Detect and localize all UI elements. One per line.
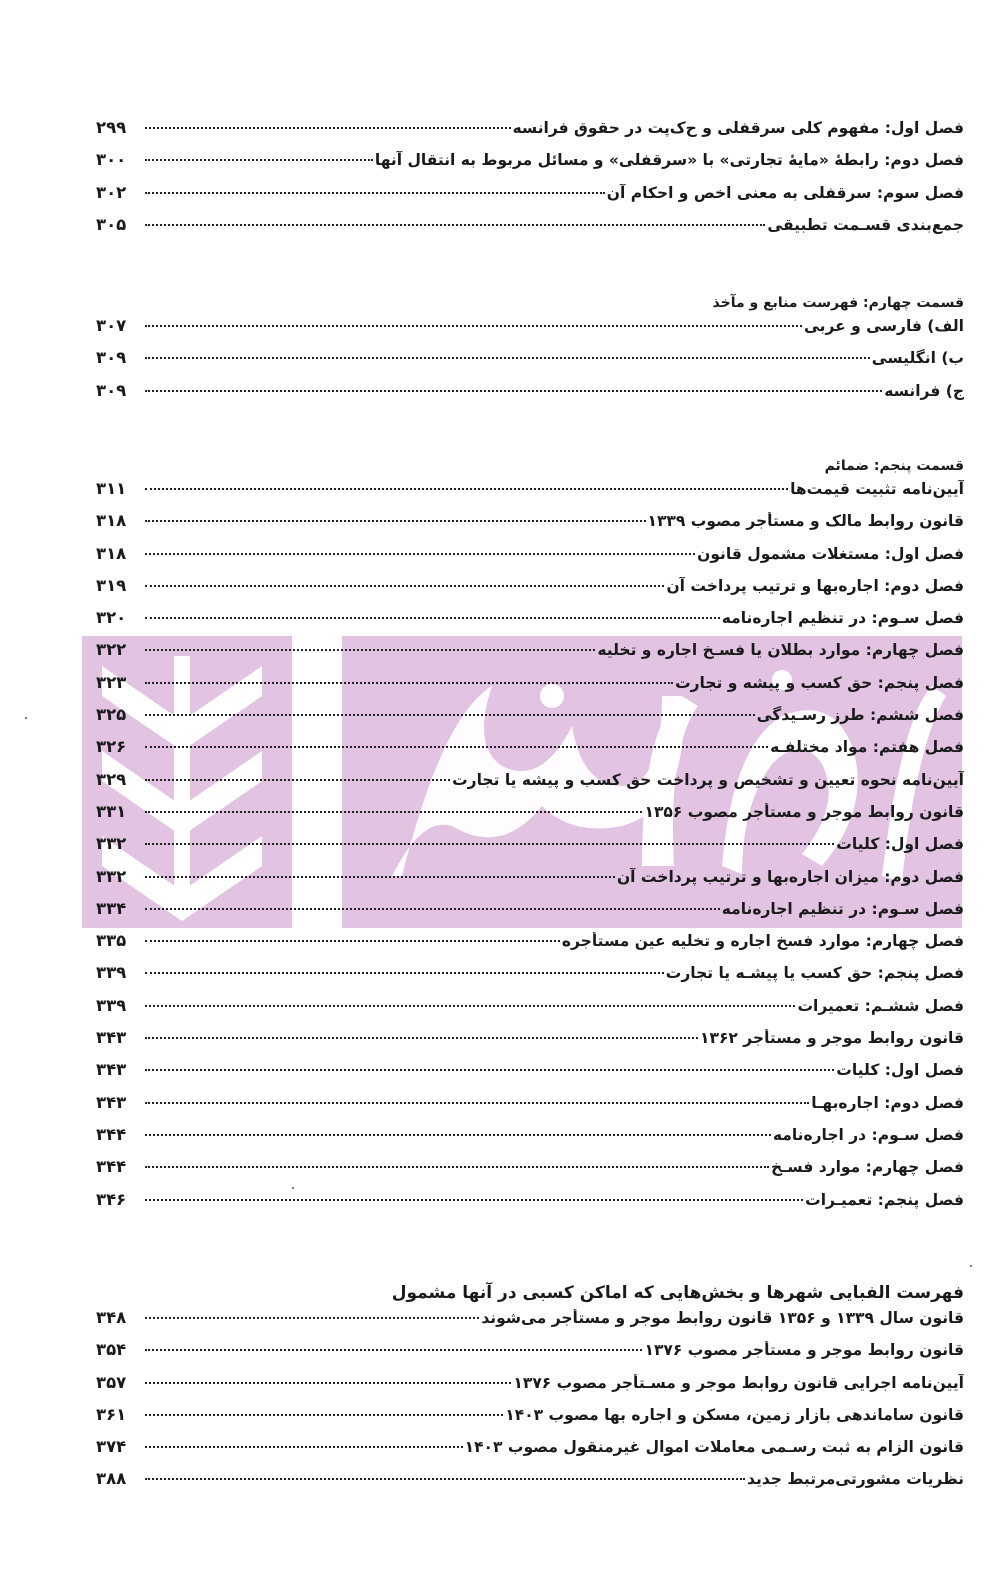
scan-speck — [970, 1265, 972, 1267]
section-heading: قسمت پنجم: ضمائم — [824, 458, 964, 474]
leader-dots — [145, 811, 642, 813]
leader-dots — [145, 159, 373, 161]
toc-entry — [96, 1405, 964, 1437]
toc-entry — [96, 737, 964, 769]
toc-entry — [96, 834, 964, 866]
leader-dots — [145, 390, 882, 392]
leader-dots — [145, 779, 450, 781]
toc-entry-title: نظریات مشورتی‌مرتبط جدید — [747, 1470, 964, 1489]
leader-dots — [145, 325, 802, 327]
leader-dots — [145, 224, 765, 226]
toc-entry-title: آیین‌نامه اجرایی قانون روابط موجر و مسـتأجر مصوب ۱۳۷۶ — [513, 1373, 964, 1392]
leader-dots — [145, 192, 605, 194]
toc-entry — [96, 1437, 964, 1469]
leader-dots — [145, 1134, 771, 1136]
toc-entry-page-number: ۳۳۲ — [96, 866, 127, 886]
toc-entry-title: فصل سـوم: در اجاره‌نامه — [772, 1125, 964, 1144]
toc-entry — [96, 770, 964, 802]
toc-entry-page-number: ۳۱۸ — [96, 543, 127, 563]
toc-entry-title: فصل اول: مستغلات مشمول قانون — [697, 544, 964, 563]
toc-entry — [96, 479, 964, 511]
toc-section-appendices — [96, 453, 964, 1222]
toc-entry-title: فصل دوم: اجاره‌بها و ترتیب پرداخت آن — [666, 576, 964, 595]
toc-entry-title: فصل پنجم: حق کسب و پیشه و تجارت — [675, 673, 964, 692]
toc-entry-page-number: ۲۹۹ — [96, 118, 127, 137]
toc-entry-title: فصل اول: کلیات — [836, 835, 964, 854]
leader-dots — [145, 127, 511, 129]
toc-entry-title: فصل دوم: رابطهٔ «مایهٔ تجارتی» با «سرقفلی» و مسائل مربوط به انتقال آنها — [374, 151, 964, 170]
toc-entry-page-number: ۳۴۸ — [96, 1308, 127, 1327]
leader-dots — [145, 649, 595, 651]
toc-entry — [96, 1190, 964, 1222]
toc-entry — [96, 1340, 964, 1372]
toc-entry-page-number: ۳۷۴ — [96, 1437, 127, 1457]
leader-dots — [145, 1037, 698, 1039]
toc-entry — [96, 1028, 964, 1060]
leader-dots — [145, 1069, 834, 1071]
toc-entry — [96, 996, 964, 1028]
leader-dots — [145, 908, 720, 910]
toc-entry-title: فصل دوم: اجاره‌بهـا — [811, 1093, 964, 1112]
toc-entry — [96, 705, 964, 737]
toc-entry-page-number: ۳۰۰ — [96, 150, 127, 170]
toc-entry-page-number: ۳۵۷ — [96, 1372, 127, 1392]
toc-entry-page-number: ۳۲۵ — [96, 705, 127, 725]
toc-entry — [96, 1469, 964, 1501]
leader-dots — [145, 876, 615, 878]
toc-entry-title: قانون روابط مالک و مستأجر مصوب ۱۳۳۹ — [647, 512, 964, 531]
toc-entry-title: جمع‌بندی قسـمت تطبیقی — [767, 215, 964, 234]
toc-entry-title: آیین‌نامه تثبیت قیمت‌ها — [790, 480, 964, 498]
toc-entry — [96, 544, 964, 576]
leader-dots — [145, 1102, 809, 1104]
toc-entry-title: قانون روابط موجر و مستأجر ۱۳۶۲ — [700, 1029, 964, 1048]
toc-entry-page-number: ۳۱۹ — [96, 575, 127, 595]
toc-entry-title: قانون روابط موجر و مستأجر مصوب ۱۳۷۶ — [644, 1341, 964, 1360]
toc-entry-page-number: ۳۲۳ — [96, 672, 127, 692]
leader-dots — [145, 1005, 795, 1007]
toc-entry-page-number: ۳۴۴ — [96, 1157, 127, 1177]
toc-entry-title: فصل هفتم: مواد مختلفـه — [770, 738, 964, 757]
toc-entry-title: فصل ششـم: تعمیرات — [797, 996, 964, 1015]
toc-entry-page-number: ۳۲۲ — [96, 640, 127, 660]
leader-dots — [145, 553, 695, 555]
toc-section-cities — [96, 1278, 964, 1502]
leader-dots — [145, 520, 646, 522]
toc-entry — [96, 899, 964, 931]
leader-dots — [145, 1382, 511, 1384]
toc-entry-title: فصل چهارم: موارد فسـخ — [770, 1158, 964, 1177]
toc-entry-page-number: ۳۴۴ — [96, 1124, 127, 1144]
toc-entry-page-number: ۳۶۱ — [96, 1404, 127, 1424]
toc-entry-page-number: ۳۳۴ — [96, 898, 127, 918]
leader-dots — [145, 585, 664, 587]
toc-entry — [96, 511, 964, 543]
toc-entry-title: آیین‌نامه نحوه تعیین و تشخیص و پرداخت حق کسب و پیشه یا تجارت — [452, 770, 964, 789]
toc-entry-title: فصل پنجم: تعمیـرات — [805, 1190, 964, 1209]
leader-dots — [145, 682, 673, 684]
toc-entry-title: فصل ششم: طرز رسـیدگی — [756, 706, 964, 725]
toc-entry-title: قانون ساماندهی بازار زمین، مسکن و اجاره بها مصوب ۱۴۰۳ — [505, 1405, 964, 1424]
toc-entry-page-number: ۳۰۹ — [96, 348, 127, 368]
toc-entry-title: فصل سـوم: در تنظیم اجاره‌نامه — [721, 609, 964, 628]
toc-entry — [96, 640, 964, 672]
toc-entry — [96, 673, 964, 705]
leader-dots — [145, 1349, 642, 1351]
leader-dots — [145, 714, 755, 716]
leader-dots — [145, 746, 768, 748]
toc-entry-page-number: ۳۳۵ — [96, 931, 127, 951]
toc-entry-page-number: ۳۲۶ — [96, 737, 127, 757]
toc-entry — [96, 1157, 964, 1189]
leader-dots — [145, 488, 788, 490]
toc-entry-page-number: ۳۱۱ — [96, 479, 127, 498]
leader-dots — [145, 1199, 803, 1201]
toc-entry — [96, 1093, 964, 1125]
toc-entry-title: فصل اول: مفهوم کلی سرقفلی و ح‌ک‌پت در حقوق فرانسه — [512, 119, 964, 137]
toc-entry-page-number: ۳۴۳ — [96, 1060, 127, 1080]
toc-entry-title: قانون سال ۱۳۳۹ و ۱۳۵۶ قانون روابط موجر و مستأجر می‌شوند — [481, 1309, 964, 1327]
toc-section-sources — [96, 290, 964, 413]
toc-entry-page-number: ۳۱۸ — [96, 511, 127, 531]
leader-dots — [145, 1478, 745, 1480]
leader-dots — [145, 1166, 769, 1168]
toc-entry-title: فصل اول: کلیات — [836, 1061, 964, 1080]
toc-entry-title: فصل چهارم: موارد فسخ اجاره و تخلیه عین مستأجره — [561, 932, 964, 951]
leader-dots — [145, 843, 834, 845]
toc-entry-page-number: ۳۵۴ — [96, 1340, 127, 1360]
toc-entry-title: فصل سوم: سرقفلی به معنی اخص و احکام آن — [606, 183, 964, 202]
toc-entry-title: قانون روابط موجر و مستأجر مصوب ۱۳۵۶ — [644, 802, 964, 821]
toc-entry-page-number: ۳۰۷ — [96, 316, 127, 335]
scan-speck — [25, 717, 27, 719]
leader-dots — [145, 1414, 503, 1416]
toc-entry — [96, 867, 964, 899]
toc-entry-page-number: ۳۳۱ — [96, 801, 127, 821]
toc-entry — [96, 1125, 964, 1157]
leader-dots — [145, 617, 720, 619]
leader-dots — [145, 1317, 479, 1319]
toc-section-comparative — [96, 118, 964, 247]
toc-entry — [96, 215, 964, 247]
toc-entry — [96, 963, 964, 995]
toc-entry — [96, 381, 964, 413]
leader-dots — [145, 940, 560, 942]
section-heading: قسمت چهارم: فهرست منابع و مآخذ — [712, 295, 964, 311]
toc-entry-page-number: ۳۴۶ — [96, 1189, 127, 1209]
toc-entry-page-number: ۳۲۹ — [96, 769, 127, 789]
toc-entry-title: الف) فارسی و عربی — [803, 317, 964, 335]
toc-entry-title: ج) فرانسه — [884, 381, 964, 400]
toc-entry — [96, 183, 964, 215]
toc-entry — [96, 150, 964, 182]
toc-entry — [96, 1060, 964, 1092]
section-heading: فهرست الفبایی شهرها و بخش‌هایی که اماکن کسبی در آنها مشمول — [391, 1283, 964, 1303]
leader-dots — [145, 357, 870, 359]
toc-entry — [96, 118, 964, 150]
toc-entry-page-number: ۳۳۹ — [96, 963, 127, 983]
toc-entry-title: فصل سـوم: در تنظیم اجاره‌نامه — [721, 899, 964, 918]
toc-entry — [96, 1308, 964, 1340]
toc-entry-page-number: ۳۸۸ — [96, 1469, 127, 1489]
toc-entry-page-number: ۳۴۳ — [96, 1028, 127, 1048]
leader-dots — [145, 1446, 463, 1448]
leader-dots — [145, 972, 664, 974]
toc-entry-page-number: ۳۳۲ — [96, 834, 127, 854]
toc-entry — [96, 802, 964, 834]
toc-entry — [96, 348, 964, 380]
toc-entry — [96, 1373, 964, 1405]
toc-entry-title: فصل دوم: میزان اجاره‌بها و ترتیب پرداخت آن — [616, 867, 964, 886]
toc-entry — [96, 316, 964, 348]
toc-entry-page-number: ۳۲۰ — [96, 608, 127, 628]
toc-entry-title: فصل پنجم: حق کسب یا پیشـه یا تجارت — [665, 964, 964, 983]
toc-entry-page-number: ۳۰۲ — [96, 182, 127, 202]
toc-entry-title: ب) انگلیسی — [871, 349, 964, 368]
toc-entry — [96, 608, 964, 640]
toc-entry-page-number: ۳۰۵ — [96, 214, 127, 234]
toc-entry-page-number: ۳۴۳ — [96, 1092, 127, 1112]
toc-entry — [96, 576, 964, 608]
toc-entry-page-number: ۳۰۹ — [96, 380, 127, 400]
toc-entry-title: فصل چهارم: موارد بطلان یا فسـخ اجاره و تخلیه — [597, 641, 964, 660]
toc-entry — [96, 931, 964, 963]
toc-entry-title: قانون الزام به ثبت رسـمی معاملات اموال غیرمنقول مصوب ۱۴۰۳ — [464, 1438, 964, 1457]
toc-entry-page-number: ۳۳۹ — [96, 995, 127, 1015]
